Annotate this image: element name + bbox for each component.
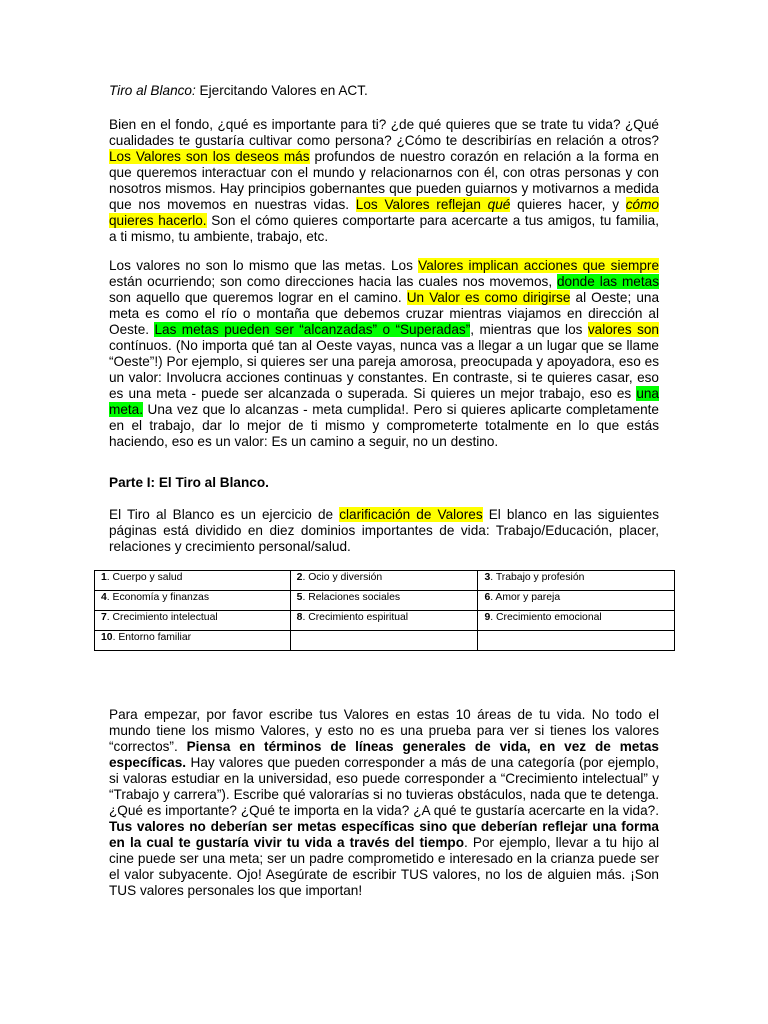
domain-label: . Ocio y diversión — [302, 572, 383, 583]
text-run: El Tiro al Blanco es un ejercicio de — [109, 507, 340, 522]
domain-number: 1 — [101, 572, 107, 583]
table-row — [95, 571, 675, 591]
table-cell — [478, 591, 675, 611]
domain-number: 3 — [484, 572, 491, 583]
highlight-yellow: Valores implican acciones que siempre — [418, 258, 660, 273]
domain-label: . Crecimiento emocional — [490, 612, 602, 623]
table-cell-empty — [290, 631, 478, 651]
domain-label: . Entorno familiar — [112, 632, 192, 643]
domain-label: . Crecimiento espiritual — [302, 612, 409, 623]
domain-label: . Cuerpo y salud — [106, 572, 183, 583]
text-run: . Por ejemplo, llevar a tu hijo al cine puede ser una meta; ser un padre comprometido e interesado en la crianza puede ser el valor subyacente. Ojo! Asegúrate de escribir TUS valores, no los de alguien más. ¡Son TUS valores personales los que importan! — [109, 835, 659, 898]
text-run: están ocurriendo; son como direcciones hacia las cuales nos movemos, — [109, 274, 557, 289]
highlight-yellow: Los Valores son los deseos más — [109, 149, 310, 164]
text-run: Son el cómo quieres comportarte para acercarte a tus amigos, tu familia, a ti mismo, tu ambiente, trabajo, etc. — [109, 213, 659, 244]
section-heading: Parte I: El Tiro al Blanco. — [109, 475, 269, 490]
life-domains-table — [94, 570, 675, 651]
bold-text: Tus valores no deberían ser metas específicas sino que deberían reflejar una forma en la cual te gustaría vivir tu vida a través del tiempo — [109, 819, 659, 850]
table-cell — [290, 611, 478, 631]
table-cell — [95, 611, 291, 631]
text-run: son aquello que queremos lograr en el camino. — [109, 290, 407, 305]
domain-number: 5 — [296, 592, 303, 603]
text-run: Una vez que lo alcanzas - meta cumplida!. Pero si quieres aplicarte completamente en el trabajo, dar lo mejor de ti mismo y comprometerte totalmente en lo que estás haciendo, eso es un valor: Es un camino a seguir, no un destino. — [109, 402, 659, 449]
paragraph-values-vs-goals — [109, 258, 659, 450]
document-title — [109, 83, 659, 99]
highlight-yellow: Un Valor es como dirigirse — [406, 290, 571, 305]
table-cell — [95, 631, 291, 651]
highlight-yellow: clarificación de Valores — [339, 507, 483, 522]
highlight-yellow-italic: cómo — [625, 197, 659, 212]
domain-label: . Crecimiento intelectual — [106, 612, 218, 623]
text-run: Para empezar, por favor escribe tus Valores en estas 10 áreas de tu vida. No todo el mundo tiene los mismo Valores, y esto no es una prueba para ver si tienes los valores “correctos”. — [109, 707, 659, 754]
domain-number: 6 — [484, 592, 491, 603]
text-run: El blanco en las siguientes páginas está dividido en diez dominios importantes de vida: Trabajo/Educación, placer, relaciones y crecimiento personal/salud. — [109, 507, 659, 554]
domain-label: . Trabajo y profesión — [490, 572, 585, 583]
text-run: quieres hacer, y — [510, 197, 626, 212]
text-run: Los valores no son lo mismo que las metas. Los — [109, 258, 419, 273]
domain-number: 2 — [296, 572, 303, 583]
text-run: Hay valores que pueden corresponder a más de una categoría (por ejemplo, si valoras estudiar en la universidad, eso puede corresponder a “Crecimiento intelectual” y “Trabajo y carrera”). Escribe qué valorarías si no tuvieras obstáculos, nada que te detenga. ¿Qué es importante? ¿Qué te importa en la vida? ¿A qué te gustaría acercarte en la vida?. — [109, 755, 659, 818]
domain-label: . Relaciones sociales — [302, 592, 401, 603]
paragraph-intro — [109, 117, 659, 245]
highlight-yellow-italic: qué — [487, 197, 511, 212]
domain-number: 10 — [101, 632, 113, 643]
title-rest: Ejercitando Valores en ACT. — [195, 83, 368, 98]
bold-text: Piensa en términos de líneas generales de vida, en vez de metas específicas. — [109, 739, 659, 770]
text-run: al Oeste; una meta es como el río o montaña que debemos cruzar mientras viajamos en dirección al Oeste. — [109, 290, 660, 337]
highlight-yellow: quieres hacerlo. — [109, 213, 207, 228]
table-cell — [290, 571, 478, 591]
text-run: contínuos. (No importa qué tan al Oeste vayas, nunca vas a llegar a un lugar que se llame “Oeste”!) Por ejemplo, si quieres ser una pareja amorosa, preocupada y apoyadora, eso es un valor: Involucra acciones continuas y constantes. En contraste, si te quieres casar, eso es una meta - puede ser alcanzada o superada. Si quieres un mejor trabajo, eso es — [109, 338, 659, 401]
highlight-green: una meta. — [109, 386, 659, 417]
domain-number: 9 — [484, 612, 491, 623]
table-cell — [290, 591, 478, 611]
text-run: profundos de nuestro corazón en relación a la forma en que queremos interactuar con el mundo y relacionarnos con él, con otras personas y con nosotros mismos. Hay principios gobernantes que pueden guiarnos y motivarnos a medida que nos movemos en nuestras vidas. — [109, 149, 659, 212]
table-cell — [478, 611, 675, 631]
table-cell — [95, 571, 291, 591]
table-row — [95, 591, 675, 611]
text-run: Bien en el fondo, ¿qué es importante para ti? ¿de qué quieres que se trate tu vida? ¿Qué cualidades te gustaría cultivar como persona? ¿Cómo te describirías en relación a otros? — [109, 117, 659, 148]
table-cell — [478, 571, 675, 591]
highlight-yellow: Los Valores reflejan — [355, 197, 488, 212]
title-colon: : — [192, 83, 196, 98]
domain-number: 4 — [101, 592, 107, 603]
paragraph-exercise — [109, 507, 659, 555]
domain-label: . Amor y pareja — [490, 592, 561, 603]
domain-label: . Economía y finanzas — [106, 592, 210, 603]
highlight-yellow: valores son — [587, 322, 659, 337]
table-row — [95, 611, 675, 631]
domain-number: 7 — [101, 612, 107, 623]
highlight-green: Las metas pueden ser “alcanzadas” o “Superadas” — [154, 322, 471, 337]
text-run: , mientras que los — [470, 322, 588, 337]
table-cell — [95, 591, 291, 611]
table-cell-empty — [478, 631, 675, 651]
paragraph-instructions — [109, 707, 659, 899]
table-row — [95, 631, 675, 651]
title-italic: Tiro al Blanco — [109, 83, 192, 98]
domain-number: 8 — [296, 612, 303, 623]
highlight-green: donde las metas — [557, 274, 660, 289]
